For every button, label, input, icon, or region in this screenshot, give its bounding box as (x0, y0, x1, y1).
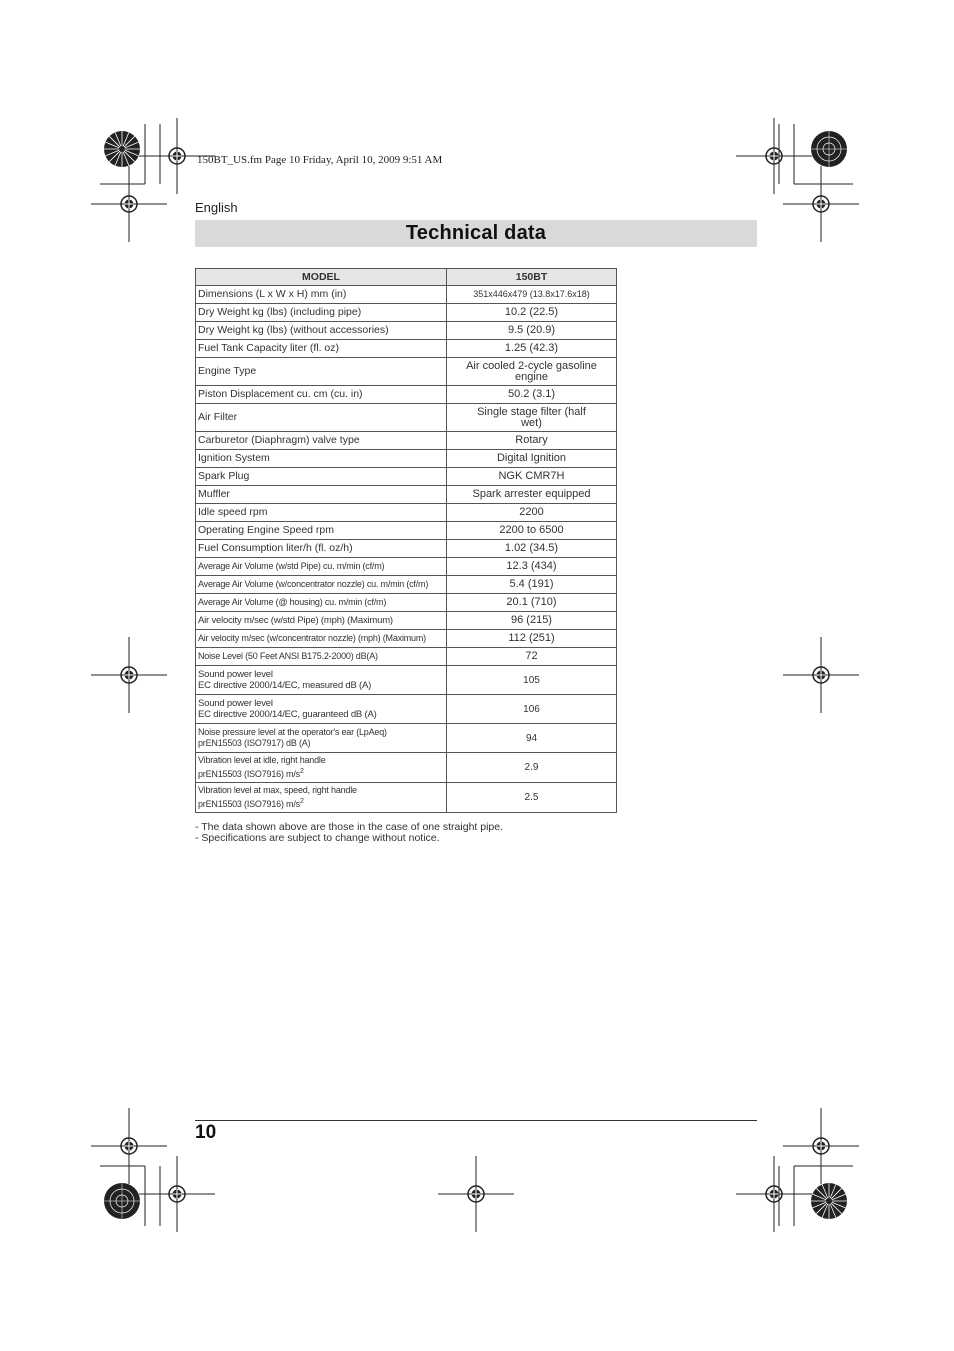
row-label (196, 753, 447, 783)
row-value: 20.1 (710) (447, 594, 617, 612)
title-bar (195, 220, 757, 247)
row-label: Noise Level (50 Feet ANSI B175.2-2000) dB(A) (196, 648, 447, 666)
row-label: Dry Weight kg (lbs) (including pipe) (196, 304, 447, 322)
row-label: Idle speed rpm (196, 504, 447, 522)
row-value: 72 (447, 648, 617, 666)
table-row (196, 612, 617, 630)
table-row (196, 576, 617, 594)
row-value: 2.9 (447, 753, 617, 783)
notes (195, 822, 503, 844)
table-row (196, 540, 617, 558)
row-label: Muffler (196, 486, 447, 504)
row-label-line1: Noise pressure level at the operator's ear (LpAeq) (198, 727, 387, 737)
table-row (196, 504, 617, 522)
table-row (196, 304, 617, 322)
row-value: 10.2 (22.5) (447, 304, 617, 322)
superscript: 2 (299, 798, 304, 805)
row-value: NGK CMR7H (447, 468, 617, 486)
row-label: Average Air Volume (@ housing) cu. m/min (cf/m) (196, 594, 447, 612)
row-label: Ignition System (196, 450, 447, 468)
row-label: Average Air Volume (w/concentrator nozzle) cu. m/min (cf/m) (196, 576, 447, 594)
row-label: Carburetor (Diaphragm) valve type (196, 432, 447, 450)
row-label-line1: Sound power level (198, 669, 273, 680)
row-value: 50.2 (3.1) (447, 386, 617, 404)
table-row (196, 432, 617, 450)
row-label-line2: EC directive 2000/14/EC, measured dB (A) (198, 680, 372, 691)
row-label: Dry Weight kg (lbs) (without accessories) (196, 322, 447, 340)
row-value: 94 (447, 724, 617, 753)
note-line: - The data shown above are those in the case of one straight pipe. (195, 821, 504, 833)
row-label: Average Air Volume (w/std Pipe) cu. m/min (cf/m) (196, 558, 447, 576)
table-row (196, 468, 617, 486)
row-label: Spark Plug (196, 468, 447, 486)
row-label (196, 666, 447, 695)
table-row (196, 724, 617, 753)
row-label-line2: prEN15503 (ISO7917) dB (A) (198, 738, 311, 748)
row-label-line2 (198, 766, 444, 780)
table-row (196, 648, 617, 666)
table-row (196, 594, 617, 612)
table-row (196, 286, 617, 304)
table-row (196, 358, 617, 386)
row-label: Air velocity m/sec (w/std Pipe) (mph) (Maximum) (196, 612, 447, 630)
table-row (196, 450, 617, 468)
table-row (196, 522, 617, 540)
superscript: 2 (299, 768, 304, 775)
column-header-150bt: 150BT (447, 269, 617, 286)
row-value: Digital Ignition (447, 450, 617, 468)
row-value: 96 (215) (447, 612, 617, 630)
row-value: 9.5 (20.9) (447, 322, 617, 340)
note-line: - Specifications are subject to change without notice. (195, 832, 440, 844)
row-value: Spark arrester equipped (447, 486, 617, 504)
row-value: 2.5 (447, 783, 617, 813)
row-label-line2 (198, 796, 444, 810)
row-value: Rotary (447, 432, 617, 450)
table-row (196, 630, 617, 648)
table-row (196, 340, 617, 358)
row-value: Air cooled 2-cycle gasoline engine (447, 358, 617, 386)
file-info-line: 150BT_US.fm Page 10 Friday, April 10, 2009 9:51 AM (197, 154, 443, 166)
row-label (196, 724, 447, 753)
language-label: English (195, 200, 238, 215)
table-row (196, 783, 617, 813)
table-row (196, 322, 617, 340)
row-value: 2200 to 6500 (447, 522, 617, 540)
row-value: 106 (447, 695, 617, 724)
row-value: 12.3 (434) (447, 558, 617, 576)
row-value: 1.02 (34.5) (447, 540, 617, 558)
footer-rule (195, 1120, 757, 1121)
page-title: Technical data (405, 222, 547, 244)
table-row (196, 558, 617, 576)
row-label: Air velocity m/sec (w/concentrator nozzle) (mph) (Maximum) (196, 630, 447, 648)
row-label: Piston Displacement cu. cm (cu. in) (196, 386, 447, 404)
row-label-line1: Vibration level at max, speed, right handle (198, 785, 357, 795)
row-label-line1: Vibration level at idle, right handle (198, 755, 326, 765)
row-label (196, 783, 447, 813)
table-row (196, 753, 617, 783)
row-label: Fuel Tank Capacity liter (fl. oz) (196, 340, 447, 358)
table-row (196, 666, 617, 695)
page-number: 10 (195, 1122, 217, 1143)
row-value: 1.25 (42.3) (447, 340, 617, 358)
row-label: Engine Type (196, 358, 447, 386)
row-value: 5.4 (191) (447, 576, 617, 594)
table-header-row (196, 269, 617, 286)
row-label-line1: Sound power level (198, 698, 273, 709)
row-value: 112 (251) (447, 630, 617, 648)
table-row (196, 695, 617, 724)
row-label: Air Filter (196, 404, 447, 432)
row-label: Operating Engine Speed rpm (196, 522, 447, 540)
technical-data-table (195, 268, 617, 813)
row-label: Dimensions (L x W x H) mm (in) (196, 286, 447, 304)
row-value: 2200 (447, 504, 617, 522)
column-header-model: MODEL (196, 269, 447, 286)
row-label (196, 695, 447, 724)
row-value: 351x446x479 (13.8x17.6x18) (447, 286, 617, 304)
row-value: Single stage filter (half wet) (447, 404, 617, 432)
row-label-line2: EC directive 2000/14/EC, guaranteed dB (A) (198, 709, 377, 720)
row-label: Fuel Consumption liter/h (fl. oz/h) (196, 540, 447, 558)
row-label-line2-text: prEN15503 (ISO7916) m/s (198, 799, 300, 809)
row-label-line2-text: prEN15503 (ISO7916) m/s (198, 769, 300, 779)
table-row (196, 386, 617, 404)
table-row (196, 404, 617, 432)
table-row (196, 486, 617, 504)
row-value: 105 (447, 666, 617, 695)
